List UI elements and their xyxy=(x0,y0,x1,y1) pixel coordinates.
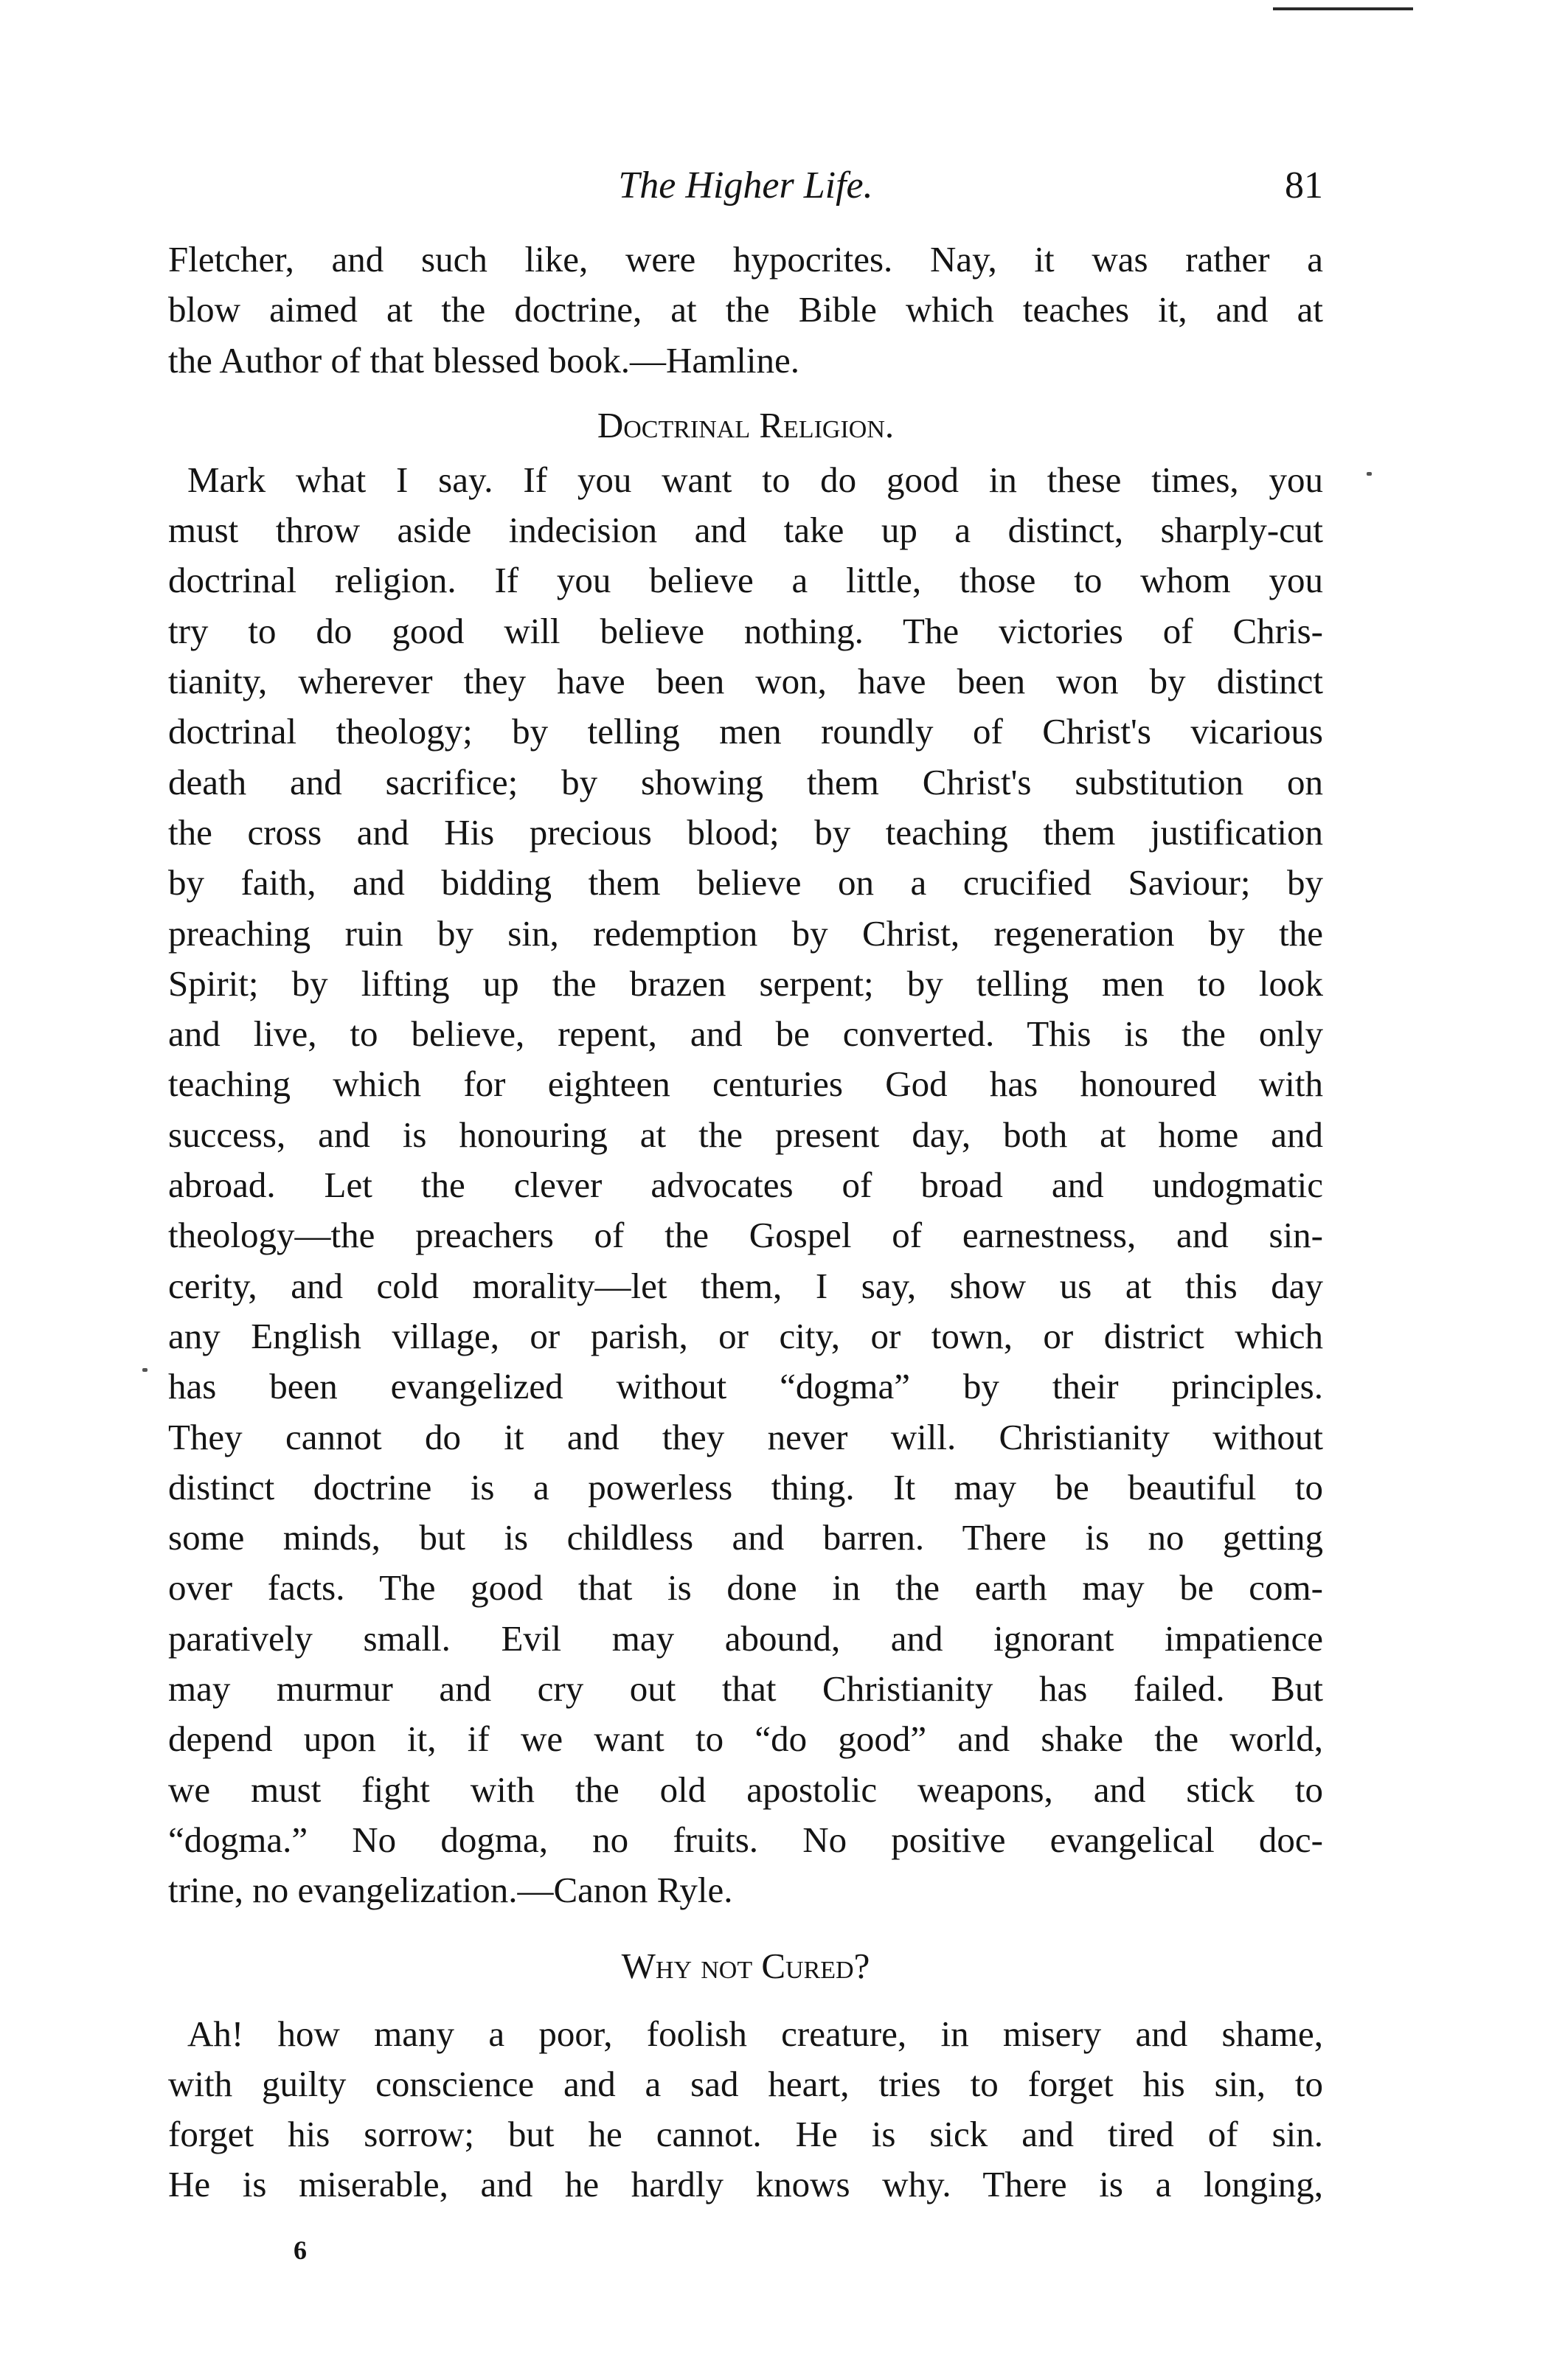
text-line: blow aimed at the doctrine, at the Bible which teaches it, and at xyxy=(168,289,1323,330)
text-line: He is miserable, and he hardly knows why. There is a longing, xyxy=(168,2164,1323,2205)
text-line: Ah! how many a poor, foolish creature, in misery and shame, xyxy=(187,2013,1323,2054)
section-heading-doctrinal-religion: Doctrinal Religion. xyxy=(597,404,895,445)
text-line: any English village, or parish, or city, or town, or district which xyxy=(168,1315,1323,1356)
text-line: some minds, but is childless and barren. There is no getting xyxy=(168,1517,1323,1558)
top-rule xyxy=(1273,7,1413,10)
text-line: preaching ruin by sin, redemption by Christ, regeneration by the xyxy=(168,912,1323,954)
paragraph-continued xyxy=(168,235,1323,386)
running-title: The Higher Life. xyxy=(618,164,873,207)
text-line: forget his sorrow; but he cannot. He is sick and tired of sin. xyxy=(168,2114,1323,2155)
text-line: over facts. The good that is done in the earth may be com- xyxy=(168,1567,1323,1609)
text-line: success, and is honouring at the present day, both at home and xyxy=(168,1114,1323,1155)
text-line: theology—the preachers of the Gospel of earnestness, and sin- xyxy=(168,1215,1323,1256)
text-line: doctrinal religion. If you believe a little, those to whom you xyxy=(168,560,1323,601)
paragraph-why-not-cured xyxy=(168,2009,1323,2210)
text-line: try to do good will believe nothing. The victories of Chris- xyxy=(168,610,1323,651)
paragraph-doctrinal-religion xyxy=(168,455,1323,1916)
text-line: tianity, wherever they have been won, have been won by distinct xyxy=(168,661,1323,702)
text-line: doctrinal theology; by telling men roundly of Christ's vicarious xyxy=(168,711,1323,752)
text-line: depend upon it, if we want to “do good” and shake the world, xyxy=(168,1718,1323,1760)
text-line: cerity, and cold morality—let them, I say, show us at this day xyxy=(168,1265,1323,1306)
text-line: “dogma.” No dogma, no fruits. No positive evangelical doc- xyxy=(168,1819,1323,1860)
text-line: has been evangelized without “dogma” by their principles. xyxy=(168,1366,1323,1407)
text-line: we must fight with the old apostolic weapons, and stick to xyxy=(168,1769,1323,1810)
page-number: 81 xyxy=(1285,164,1323,207)
page-header xyxy=(168,156,1323,215)
text-line: with guilty conscience and a sad heart, tries to forget his sin, to xyxy=(168,2063,1323,2104)
text-line: may murmur and cry out that Christianity has failed. But xyxy=(168,1668,1323,1710)
text-line: Spirit; by lifting up the brazen serpent; by telling men to look xyxy=(168,962,1323,1004)
signature-mark: 6 xyxy=(294,2235,307,2265)
text-line: teaching which for eighteen centuries God has honoured with xyxy=(168,1064,1323,1105)
stray-dot xyxy=(1367,472,1372,476)
text-line: trine, no evangelization.—Canon Ryle. xyxy=(168,1870,733,1911)
text-line: the cross and His precious blood; by teaching them justification xyxy=(168,811,1323,853)
text-line: abroad. Let the clever advocates of broad and undogmatic xyxy=(168,1165,1323,1206)
stray-dot xyxy=(142,1368,148,1372)
text-line: death and sacrifice; by showing them Christ's substitution on xyxy=(168,761,1323,802)
page-text xyxy=(168,235,1323,2210)
text-line: and live, to believe, repent, and be converted. This is the only xyxy=(168,1013,1323,1055)
text-line: the Author of that blessed book.—Hamline. xyxy=(168,339,799,381)
text-line: They cannot do it and they never will. Christianity without xyxy=(168,1416,1323,1457)
text-line: must throw aside indecision and take up a distinct, sharply-cut xyxy=(168,510,1323,551)
text-line: paratively small. Evil may abound, and ignorant impatience xyxy=(168,1617,1323,1659)
text-line: distinct doctrine is a powerless thing. It may be beautiful to xyxy=(168,1466,1323,1508)
section-heading-why-not-cured: Why not Cured? xyxy=(621,1945,870,1986)
text-line: Fletcher, and such like, were hypocrites. Nay, it was rather a xyxy=(168,239,1323,280)
text-line: Mark what I say. If you want to do good in these times, you xyxy=(187,459,1323,500)
text-line: by faith, and bidding them believe on a crucified Saviour; by xyxy=(168,862,1323,903)
